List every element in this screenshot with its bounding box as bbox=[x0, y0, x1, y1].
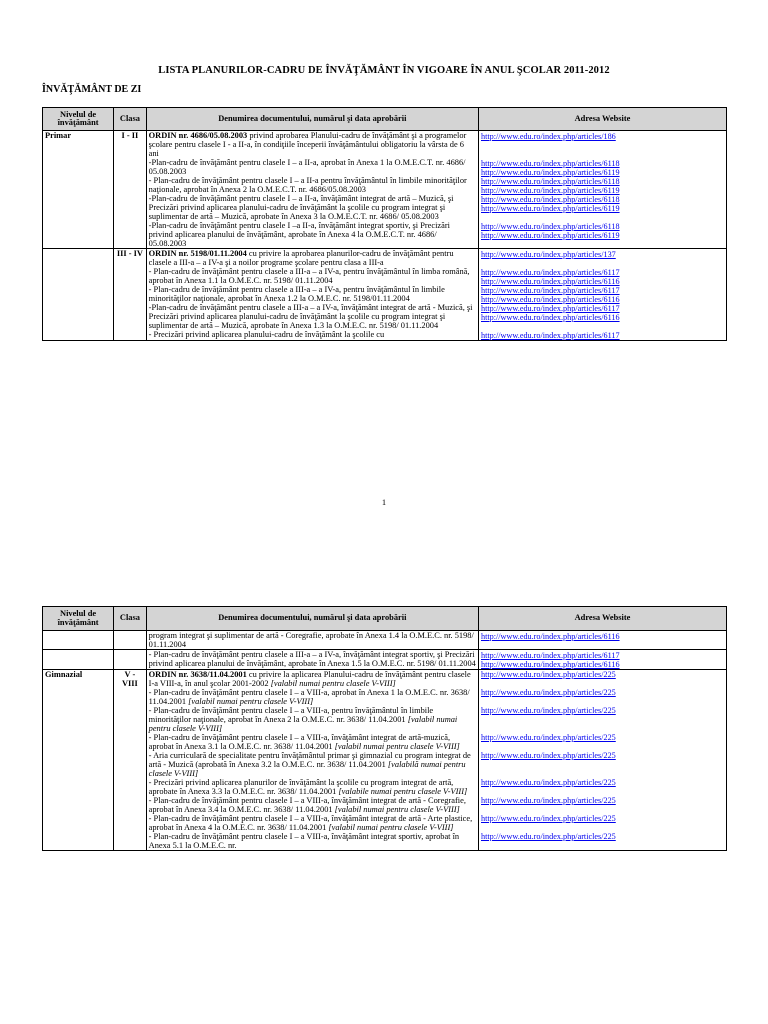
level-cell bbox=[43, 650, 114, 670]
link-group bbox=[481, 832, 724, 841]
website-link[interactable]: http://www.edu.ro/index.php/articles/6117 bbox=[481, 330, 620, 340]
document-entry bbox=[149, 131, 476, 158]
link-group bbox=[481, 632, 724, 641]
website-link[interactable]: http://www.edu.ro/index.php/articles/6118 bbox=[481, 158, 620, 168]
header-document: Denumirea documentului, numărul şi data aprobării bbox=[146, 607, 478, 631]
website-link[interactable]: http://www.edu.ro/index.php/articles/186 bbox=[481, 131, 616, 141]
level-cell: Primar bbox=[43, 131, 114, 249]
document-entry bbox=[149, 221, 476, 248]
website-link[interactable]: http://www.edu.ro/index.php/articles/6116 bbox=[481, 631, 620, 641]
document-cell bbox=[146, 631, 478, 650]
link-group bbox=[481, 706, 724, 715]
link-group bbox=[481, 331, 724, 340]
website-link[interactable]: http://www.edu.ro/index.php/articles/6118 bbox=[481, 176, 620, 186]
link-group bbox=[481, 286, 724, 304]
header-class: Clasa bbox=[114, 108, 147, 131]
document-entry bbox=[149, 194, 476, 221]
document-entry bbox=[149, 158, 476, 176]
entry-text: -Plan-cadru de învăţământ pentru clasele a III-a – a IV-a, învăţământ integrat de artă - Muzică, şi Precizări privind aplicarea planului-cadru de învăţământ la şcolile cu program integrat şi suplimentar de artă – Muzică, aprobate în Anexa 1.3 la O.M.E.C. nr. 5198/ 01.11.2004 bbox=[148, 303, 473, 330]
document-cell bbox=[146, 249, 478, 341]
entry-text: - Precizări privind aplicarea planului-cadru de învăţământ la şcolile cu bbox=[148, 330, 385, 339]
entry-text: - Plan-cadru de învăţământ pentru clasele I – a II-a pentru învăţământul în limbile minorităţilor naţionale, aprobat în Anexa 2 la O.M.E.C.T. nr. 4686/05.08.2003 bbox=[148, 176, 467, 194]
header-website: Adresa Website bbox=[479, 607, 727, 631]
website-link[interactable]: http://www.edu.ro/index.php/articles/6119 bbox=[481, 185, 620, 195]
document-subtitle: ÎNVĂŢĂMÂNT DE ZI bbox=[42, 84, 142, 95]
entry-text: cu privire la aprobarea planurilor-cadru de învăţământ pentru clasele a III-a – a IV-a şi a noilor programe şcolare pentru clasa a III-a bbox=[148, 249, 454, 267]
document-entry bbox=[149, 778, 476, 796]
level-cell bbox=[43, 249, 114, 341]
website-link[interactable]: http://www.edu.ro/index.php/articles/6117 bbox=[481, 303, 620, 313]
level-cell: Gimnazial bbox=[43, 669, 114, 850]
link-group bbox=[481, 814, 724, 823]
website-link[interactable]: http://www.edu.ro/index.php/articles/6119 bbox=[481, 203, 620, 213]
document-entry bbox=[149, 303, 476, 330]
link-group bbox=[481, 796, 724, 805]
website-link[interactable]: http://www.edu.ro/index.php/articles/6116 bbox=[481, 312, 620, 322]
entry-note: [valabil numai pentru clasele V-VIII] bbox=[328, 822, 454, 832]
header-document: Denumirea documentului, numărul şi data aprobării bbox=[146, 108, 478, 131]
entry-text: - Aria curriculară de specialitate pentru învăţământul primar şi gimnazial cu program integrat de artă - Muzică (aprobată în Anexa 3.2 la O.M.E.C. nr. 3638/ 11.04.2001 bbox=[148, 750, 471, 769]
link-group bbox=[481, 250, 724, 259]
link-group bbox=[481, 222, 724, 240]
link-group bbox=[481, 651, 724, 669]
website-cell bbox=[479, 650, 727, 670]
entry-note: [valabile numai pentru clasele V-VIII] bbox=[338, 786, 468, 796]
document-entry bbox=[149, 631, 476, 649]
link-group bbox=[481, 688, 724, 697]
class-cell bbox=[114, 650, 147, 670]
website-link[interactable]: http://www.edu.ro/index.php/articles/6117 bbox=[481, 267, 620, 277]
website-link[interactable]: http://www.edu.ro/index.php/articles/225 bbox=[481, 670, 616, 679]
website-link[interactable]: http://www.edu.ro/index.php/articles/225 bbox=[481, 814, 616, 823]
document-entry bbox=[149, 706, 476, 733]
level-cell bbox=[43, 631, 114, 650]
entry-text: - Plan-cadru de învăţământ pentru clasele a III-a – a IV-a, învăţământ integrat sportiv, şi Precizări privind aplicarea planului de învăţământ, aprobate în Anexa 1.5 la O.M.E.C. nr. 5198/ 01.11.2004 bbox=[148, 650, 476, 668]
order-number: ORDIN nr. 4686/05.08.2003 bbox=[148, 131, 248, 140]
class-cell bbox=[114, 631, 147, 650]
entry-text: - Plan-cadru de învăţământ pentru clasele I – a VIII-a, învăţământ integrat de artă - Coregrafie, aprobat în Anexa 3.4 la O.M.E.C. nr. 3638/ 11.04.2001 bbox=[148, 795, 466, 814]
website-cell bbox=[479, 669, 727, 850]
class-cell: I - II bbox=[114, 131, 147, 249]
entry-text: -Plan-cadru de învăţământ pentru clasele I – a II-a, învăţământ integrat de artă – Muzică, şi Precizări privind aplicarea planului-cadru de învăţământ la şcolile cu program integrat şi suplimentar de artă – Muzică, aprobate în Anexa 3 la O.M.E.C.T. nr. 4686/ 05.08.2003 bbox=[148, 194, 454, 221]
document-cell bbox=[146, 131, 478, 249]
entry-text: - Plan-cadru de învăţământ pentru clasele I – a VIII-a, aprobat în Anexa 1 la O.M.E.C. nr. 3638/ 11.04.2001 bbox=[148, 687, 470, 706]
entry-text: - Plan-cadru de învăţământ pentru clasele a III-a – a IV-a, pentru învăţământul în limbile minorităţilor naţionale, aprobat în Anexa 1.2 la O.M.E.C. nr. 5198/01.11.2004 bbox=[148, 285, 445, 303]
website-link[interactable]: http://www.edu.ro/index.php/articles/6118 bbox=[481, 221, 620, 231]
website-link[interactable]: http://www.edu.ro/index.php/articles/6117 bbox=[481, 650, 620, 660]
website-link[interactable]: http://www.edu.ro/index.php/articles/225 bbox=[481, 706, 616, 715]
website-link[interactable]: http://www.edu.ro/index.php/articles/225 bbox=[481, 778, 616, 787]
order-number: ORDIN nr. 3638/11.04.2001 bbox=[148, 669, 247, 679]
entry-note: [valabil numai pentru clasele V-VIII] bbox=[188, 696, 314, 706]
document-entry bbox=[149, 650, 476, 668]
document-entry bbox=[149, 330, 476, 339]
link-group bbox=[481, 177, 724, 195]
document-entry bbox=[149, 285, 476, 303]
entry-text: program integrat şi suplimentar de artă - Coregrafie, aprobate în Anexa 1.4 la O.M.E.C. nr. 5198/ 01.11.2004 bbox=[148, 631, 474, 649]
class-cell: III - IV bbox=[114, 249, 147, 341]
document-entry bbox=[149, 249, 476, 267]
document-title: LISTA PLANURILOR-CADRU DE ÎNVĂŢĂMÂNT ÎN VIGOARE ÎN ANUL ŞCOLAR 2011-2012 bbox=[158, 65, 610, 76]
document-cell bbox=[146, 650, 478, 670]
entry-text: - Plan-cadru de învăţământ pentru clasele I – a VIII-a, învăţământ integrat de artă - Arte plastice, aprobat în Anexa 4 la O.M.E.C. nr. 3638/ 11.04.2001 bbox=[148, 813, 473, 832]
website-link[interactable]: http://www.edu.ro/index.php/articles/137 bbox=[481, 249, 616, 259]
link-group bbox=[481, 132, 724, 141]
document-entry bbox=[149, 688, 476, 706]
link-group bbox=[481, 159, 724, 177]
website-link[interactable]: http://www.edu.ro/index.php/articles/225 bbox=[481, 688, 616, 697]
entry-text: - Precizări privind aplicarea planurilor de învăţământ la şcolile cu program integrat de artă, aprobate în Anexa 3.3 la O.M.E.C. nr. 3638/ 11.04.2001 bbox=[148, 777, 454, 796]
website-link[interactable]: http://www.edu.ro/index.php/articles/225 bbox=[481, 733, 616, 742]
table-row bbox=[43, 631, 727, 650]
entry-note: [valabil numai pentru clasele V-VIII] bbox=[334, 741, 460, 751]
website-link[interactable]: http://www.edu.ro/index.php/articles/6118 bbox=[481, 194, 620, 204]
entry-note: [valabil numai pentru clasele V-VIII] bbox=[148, 714, 458, 733]
header-level: Nivelul de învăţământ bbox=[43, 108, 114, 131]
document-entry bbox=[149, 733, 476, 751]
plans-table-page-2 bbox=[42, 606, 727, 851]
entry-text: -Plan-cadru de învăţământ pentru clasele I –a II-a, învăţământ integrat sportiv, şi Precizări privind aplicarea planului de învăţământ, aprobate în Anexa 4 la O.M.E.C.T. nr. 4686/ 05.08.2003 bbox=[148, 221, 450, 248]
order-number: ORDIN nr. 5198/01.11.2004 bbox=[148, 249, 247, 258]
class-cell: V - VIII bbox=[114, 669, 147, 850]
entry-text: - Plan-cadru de învăţământ pentru clasele I – a VIII-a, pentru învăţământul în limbile minorităţilor naţionale, aprobat în Anexa 2 la O.M.E.C. nr. 3638/ 11.04.2001 bbox=[148, 705, 434, 724]
website-cell bbox=[479, 131, 727, 249]
table-row bbox=[43, 669, 727, 850]
entry-text: cu privire la aplicarea Planului-cadru de învăţământ pentru clasele I-a VIII-a, în anul şcolar 2001-2002 bbox=[148, 669, 471, 688]
website-cell bbox=[479, 249, 727, 341]
document-entry bbox=[149, 832, 476, 850]
website-cell bbox=[479, 631, 727, 650]
entry-text: - Plan-cadru de învăţământ pentru clasele I – a VIII-a, învăţământ integrat de artă-muzică, aprobat în Anexa 3.1 la O.M.E.C. nr. 3638/ 11.04.2001 bbox=[148, 732, 451, 751]
website-link[interactable]: http://www.edu.ro/index.php/articles/6119 bbox=[481, 230, 620, 240]
link-group bbox=[481, 733, 724, 742]
header-level: Nivelul de învăţământ bbox=[43, 607, 114, 631]
document-entry bbox=[149, 796, 476, 814]
page-number: 1 bbox=[381, 497, 387, 507]
entry-text: - Plan-cadru de învăţământ pentru clasele a III-a – a IV-a, pentru învăţământul în limba română, aprobat în Anexa 1.1 la O.M.E.C. nr. 5198/ 01.11.2004 bbox=[148, 267, 470, 285]
document-entry bbox=[149, 267, 476, 285]
link-group bbox=[481, 268, 724, 286]
entry-text: privind aprobarea Planului-cadru de învăţământ şi a programelor şcolare pentru clasele I - a II-a, în condiţiile începerii învăţământului obligatoriu la vârsta de 6 ani bbox=[148, 131, 467, 158]
table-row bbox=[43, 131, 727, 249]
entry-text: - Plan-cadru de învăţământ pentru clasele I – a VIII-a, învăţământ integrat sportiv, aprobat în Anexa 5.1 la O.M.E.C. nr. bbox=[148, 831, 460, 850]
document-entry bbox=[149, 814, 476, 832]
link-group bbox=[481, 670, 724, 679]
header-website: Adresa Website bbox=[479, 108, 727, 131]
link-group bbox=[481, 195, 724, 213]
table-row bbox=[43, 650, 727, 670]
link-group bbox=[481, 304, 724, 322]
link-group bbox=[481, 778, 724, 787]
website-link[interactable]: http://www.edu.ro/index.php/articles/6116 bbox=[481, 294, 620, 304]
plans-table-page-1 bbox=[42, 107, 727, 341]
table-row bbox=[43, 249, 727, 341]
document-entry bbox=[149, 751, 476, 778]
website-link[interactable]: http://www.edu.ro/index.php/articles/6119 bbox=[481, 167, 620, 177]
website-link[interactable]: http://www.edu.ro/index.php/articles/225 bbox=[481, 832, 616, 841]
website-link[interactable]: http://www.edu.ro/index.php/articles/225 bbox=[481, 796, 616, 805]
entry-note: [valabil numai pentru clasele V-VIII] bbox=[334, 804, 460, 814]
website-link[interactable]: http://www.edu.ro/index.php/articles/6117 bbox=[481, 285, 620, 295]
header-class: Clasa bbox=[114, 607, 147, 631]
link-group bbox=[481, 751, 724, 760]
entry-text: -Plan-cadru de învăţământ pentru clasele I – a II-a, aprobat în Anexa 1 la O.M.E.C.T. nr. 4686/ 05.08.2003 bbox=[148, 158, 466, 176]
website-link[interactable]: http://www.edu.ro/index.php/articles/6116 bbox=[481, 659, 620, 669]
document-entry bbox=[149, 670, 476, 688]
document-cell bbox=[146, 669, 478, 850]
document-entry bbox=[149, 176, 476, 194]
website-link[interactable]: http://www.edu.ro/index.php/articles/225 bbox=[481, 751, 616, 760]
entry-note: [valabil numai pentru clasele V-VIII] bbox=[270, 678, 396, 688]
website-link[interactable]: http://www.edu.ro/index.php/articles/6116 bbox=[481, 276, 620, 286]
entry-note: [valabilă numai pentru clasele V-VIII] bbox=[148, 759, 466, 778]
